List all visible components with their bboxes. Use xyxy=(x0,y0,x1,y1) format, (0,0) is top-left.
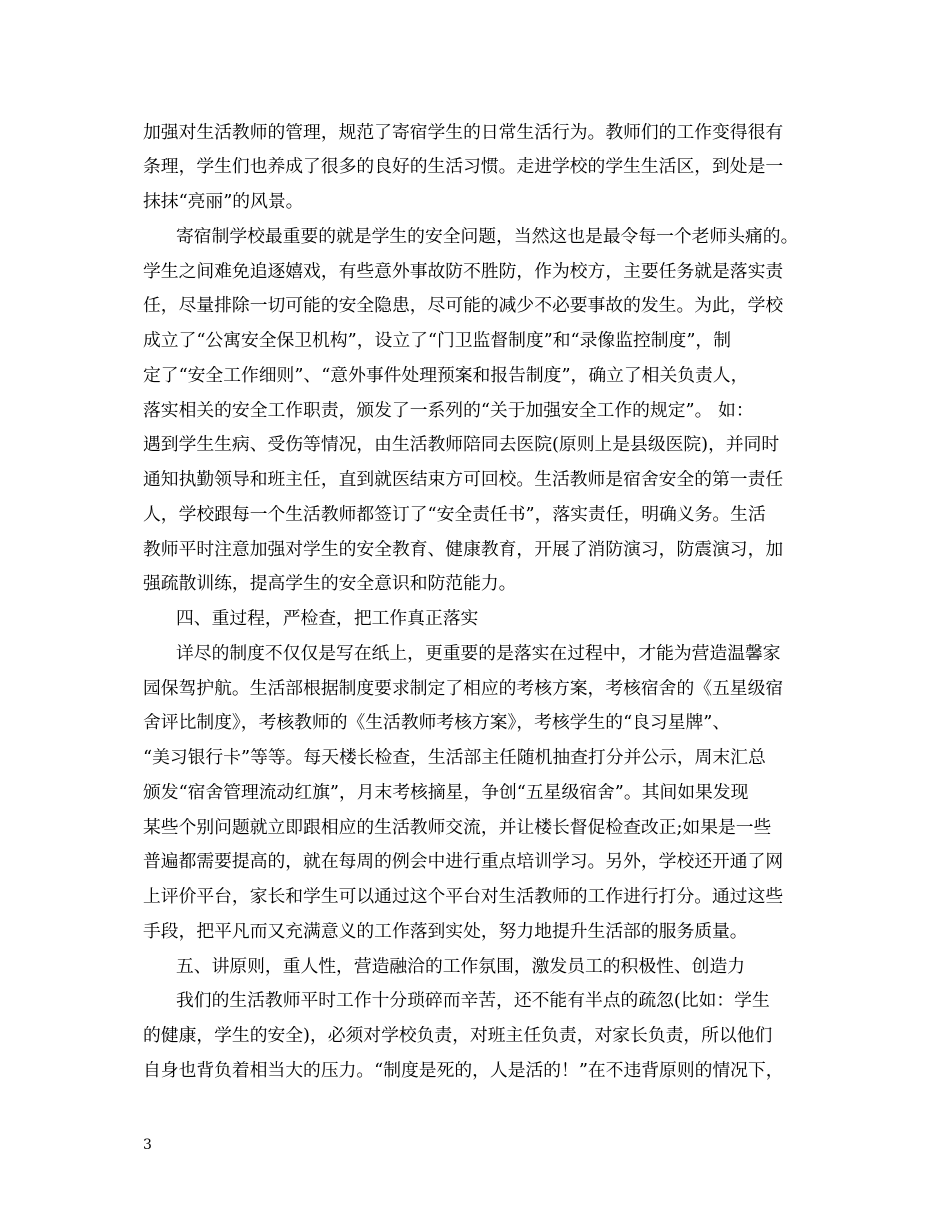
text-line: 某些个别问题就立即跟相应的生活教师交流，并让楼长督促检查改正;如果是一些 xyxy=(143,817,772,838)
text-line: 教师平时注意加强对学生的安全教育、健康教育，开展了消防演习，防震演习，加 xyxy=(143,539,784,560)
text-line: “美习银行卡”等等。每天楼长检查，生活部主任随机抽查打分并公示，周末汇总 xyxy=(143,747,766,768)
text-line: 人，学校跟每一个生活教师都签订了“安全责任书”，落实责任，明确义务。生活 xyxy=(143,504,766,525)
text-line: 上评价平台，家长和学生可以通过这个平台对生活教师的工作进行打分。通过这些 xyxy=(143,886,784,907)
text-line: 的健康，学生的安全)，必须对学校负责，对班主任负责，对家长负责，所以他们 xyxy=(143,1025,773,1046)
text-line: 手段，把平凡而又充满意义的工作落到实处，努力地提升生活部的服务质量。 xyxy=(143,921,748,942)
text-line: 详尽的制度不仅仅是写在纸上，更重要的是落实在过程中，才能为营造温馨家 xyxy=(176,643,781,664)
text-line: 条理，学生们也养成了很多的良好的生活习惯。走进学校的学生生活区，到处是一 xyxy=(143,156,784,177)
text-line: 学生之间难免追逐嬉戏，有些意外事故防不胜防，作为校方，主要任务就是落实责 xyxy=(143,261,784,282)
text-line: 园保驾护航。生活部根据制度要求制定了相应的考核方案，考核宿舍的《五星级宿 xyxy=(143,678,784,699)
text-line: 落实相关的安全工作职责，颁发了一系列的“关于加强安全工作的规定”。 如： xyxy=(143,400,754,421)
page-number: 3 xyxy=(143,1137,152,1153)
text-line: 定了“安全工作细则”、“意外事件处理预案和报告制度”，确立了相关负责人， xyxy=(143,365,749,386)
text-line: 任，尽量排除一切可能的安全隐患，尽可能的减少不必要事故的发生。为此，学校 xyxy=(143,295,784,316)
text-line: 我们的生活教师平时工作十分琐碎而辛苦，还不能有半点的疏忽(比如：学生 xyxy=(176,990,770,1011)
text-line: 普遍都需要提高的，就在每周的例会中进行重点培训学习。另外，学校还开通了网 xyxy=(143,851,784,872)
section-heading: 五、讲原则，重人性，营造融洽的工作氛围，激发员工的积极性、创造力 xyxy=(176,956,746,977)
text-line: 通知执勤领导和班主任，直到就医结束方可回校。生活教师是宿舍安全的第一责任 xyxy=(143,469,784,490)
text-line: 遇到学生生病、受伤等情况，由生活教师陪同去医院(原则上是县级医院)，并同时 xyxy=(143,434,780,455)
section-heading: 四、重过程，严检查，把工作真正落实 xyxy=(176,608,479,629)
text-line: 自身也背负着相当大的压力。“制度是死的，人是活的！”在不违背原则的情况下， xyxy=(143,1060,784,1081)
text-line: 寄宿制学校最重要的就是学生的安全问题，当然这也是最令每一个老师头痛的。 xyxy=(176,226,799,247)
text-line: 抹抹“亮丽”的风景。 xyxy=(143,191,304,212)
text-line: 颁发“宿舍管理流动红旗”，月末考核摘星，争创“五星级宿舍”。其间如果发现 xyxy=(143,782,749,803)
text-line: 成立了“公寓安全保卫机构”，设立了“门卫监督制度”和“录像监控制度”，制 xyxy=(143,330,731,351)
text-line: 加强对生活教师的管理，规范了寄宿学生的日常生活行为。教师们的工作变得很有 xyxy=(143,122,784,143)
text-line: 舍评比制度》，考核教师的《生活教师考核方案》，考核学生的“良习星牌”、 xyxy=(143,712,731,733)
text-line: 强疏散训练，提高学生的安全意识和防范能力。 xyxy=(143,573,517,594)
